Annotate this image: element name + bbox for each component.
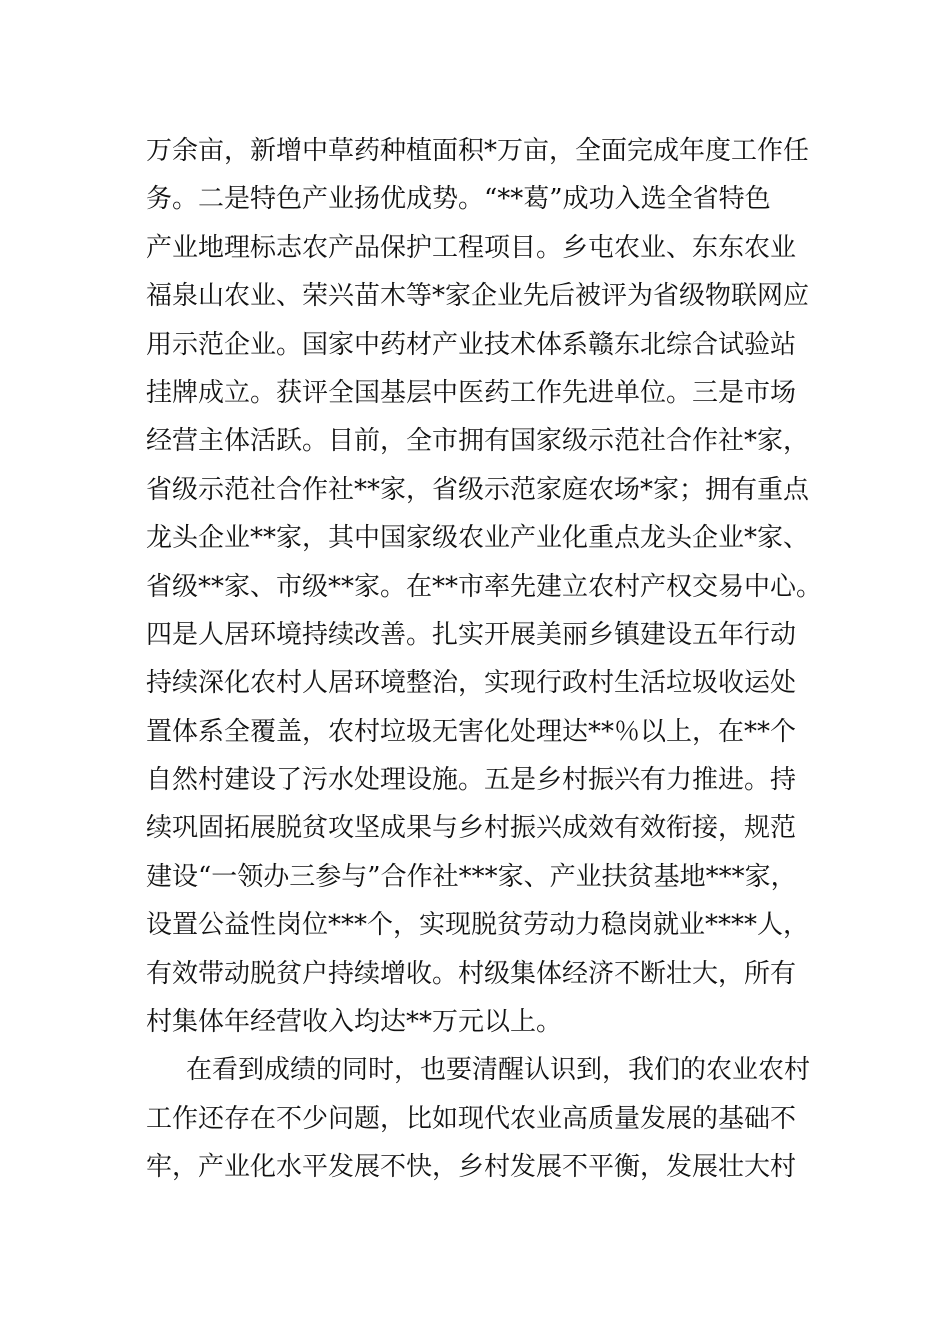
text-line-4: 福泉山农业、荣兴苗木等*家企业先后被评为省级物联网应 bbox=[146, 281, 810, 312]
text-line-18: 有效带动脱贫户持续增收。村级集体经济不断壮大，所有 bbox=[146, 958, 797, 989]
text-line-17: 设置公益性岗位***个，实现脱贫劳动力稳岗就业****人， bbox=[146, 910, 810, 941]
text-line-22: 牢，产业化水平发展不快，乡村发展不平衡，发展壮大村 bbox=[146, 1152, 797, 1183]
text-line-6: 挂牌成立。获评全国基层中医药工作先进单位。三是市场 bbox=[146, 377, 797, 408]
document-body bbox=[146, 127, 823, 1192]
text-line-7: 经营主体活跃。目前，全市拥有国家级示范社合作社*家， bbox=[146, 426, 810, 457]
text-line-11: 四是人居环境持续改善。扎实开展美丽乡镇建设五年行动 bbox=[146, 619, 797, 650]
text-line-19: 村集体年经营收入均达**万元以上。 bbox=[146, 1007, 563, 1038]
text-line-2: 务。二是特色产业扬优成势。“**葛”成功入选全省特色 bbox=[146, 184, 771, 215]
text-line-3: 产业地理标志农产品保护工程项目。乡屯农业、东东农业 bbox=[146, 232, 797, 263]
text-line-14: 自然村建设了污水处理设施。五是乡村振兴有力推进。持 bbox=[146, 765, 797, 796]
text-line-13: 置体系全覆盖，农村垃圾无害化处理达**％以上，在**个 bbox=[146, 716, 797, 747]
text-line-9: 龙头企业**家，其中国家级农业产业化重点龙头企业*家、 bbox=[146, 523, 810, 554]
text-line-20: 在看到成绩的同时，也要清醒认识到，我们的农业农村 bbox=[186, 1055, 811, 1086]
text-line-16: 建设“一领办三参与”合作社***家、产业扶贫基地***家， bbox=[146, 861, 797, 892]
text-line-5: 用示范企业。国家中药材产业技术体系赣东北综合试验站 bbox=[146, 329, 797, 360]
text-line-15: 续巩固拓展脱贫攻坚成果与乡村振兴成效有效衔接，规范 bbox=[146, 813, 797, 844]
text-line-8: 省级示范社合作社**家，省级示范家庭农场*家；拥有重点 bbox=[146, 474, 810, 505]
text-line-12: 持续深化农村人居环境整治，实现行政村生活垃圾收运处 bbox=[146, 668, 797, 699]
text-line-1: 万余亩，新增中草药种植面积*万亩，全面完成年度工作任 bbox=[146, 136, 810, 166]
text-line-10: 省级**家、市级**家。在**市率先建立农村产权交易中心。 bbox=[146, 571, 823, 602]
text-line-21: 工作还存在不少问题，比如现代农业高质量发展的基础不 bbox=[146, 1103, 797, 1134]
